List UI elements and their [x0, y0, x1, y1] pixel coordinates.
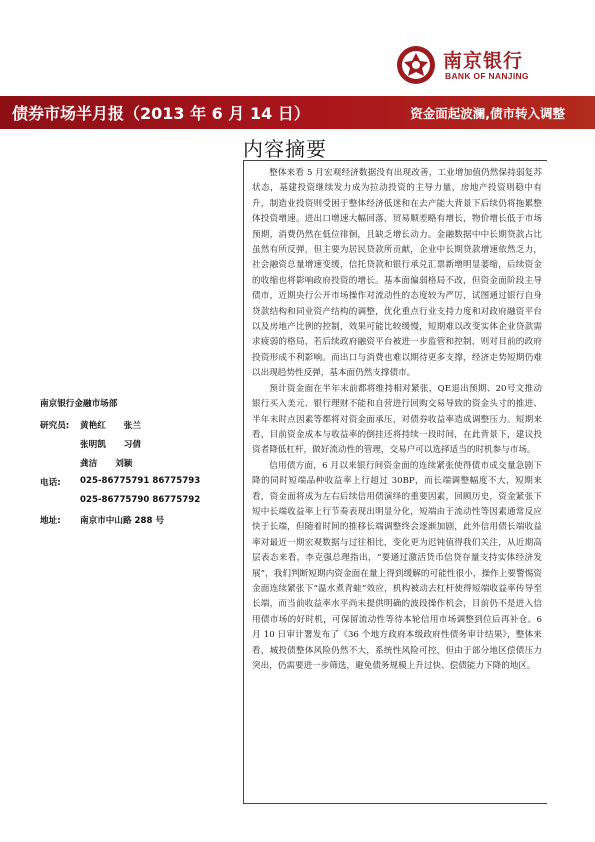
- summary-heading: 内容摘要: [243, 137, 327, 161]
- phone-numbers: 025-86775791 86775793: [80, 476, 201, 486]
- summary-paragraph-macro: 整体来看 5 月宏观经济数据没有出现改善，工业增加值仍然保持弱复苏状态，基建投资继续发力成为拉动投资的主导力量，房地产投资则稳中有升，制造业投资则受困于整体经济低迷和在去产能大背景下后续仍将拖累整体投资增速。进出口增速大幅回落，贸易顺差略有增长，物价增长低于市场预期，消费仍然在低位徘徊，且缺乏增长动力。金融数据中中长期贷款占比虽然有所反弹，但主要为居民贷款所贡献，企业中长期贷款增速依然乏力，社会融资总量增速变缓，信托贷款和银行承兑汇票新增明显萎缩，后续资金的收缩也将影响政府投资的增长。基本面偏弱格局不改，但资金面阶段主导债市，近期央行公开市场操作对流动性的态度较为严厉，试图通过银行自身贷款结构和同业资产结构的调整，优化重点行业支持力度和对政府融资平台以及房地产比例的控制，效果可能比较缓慢，短期难以改变实体企业贷款需求疲弱的格局，若后续政府融资平台被进一步监管和控制，则对目前的政府投资形成不利影响。而出口与消费也难以期待更多支撑，经济走势短期仍难以出现趋势性反弹，基本面仍然支撑债市。: [252, 168, 542, 379]
- contact-block: [40, 397, 230, 533]
- report-subtitle: 资金面起波澜,债市转入调整: [410, 106, 565, 121]
- department-name: 南京银行金融市场部: [40, 399, 118, 409]
- researcher-name: 张明凯: [80, 440, 106, 450]
- summary-paragraph-liquidity: 预计资金面在半年末前都将维持相对紧张，QE退出预期、20号文推动银行买入美元、银行理财不能和自营进行回购交易导致的资金头寸的推进、半年末时点因素等都将对资金面承压，对债券收益率造成调整压力。短期来看，目前资金成本与收益率的倒挂还将持续一段时间，在此背景下，建议投资者降低杠杆，做好流动性的管理，交易户可以选择适当的时机参与市场。: [252, 383, 542, 456]
- report-title: 债券市场半月报（2013 年 6 月 14 日）: [12, 104, 310, 123]
- researchers-row-3: [40, 457, 230, 476]
- report-banner: [0, 96, 595, 129]
- bank-emblem-icon: [395, 44, 437, 86]
- bank-name-en: BANK OF NANJING: [445, 71, 529, 81]
- summary-body: [252, 166, 542, 674]
- researcher-name: 习倩: [123, 440, 141, 450]
- bank-name-cn: 南京银行: [443, 50, 524, 72]
- researchers-label: 研究员:: [40, 421, 70, 431]
- summary-frame-bottom-rule: [243, 803, 547, 804]
- researcher-name: 刘颖: [115, 459, 133, 469]
- researchers-row-1: [40, 419, 230, 438]
- phone-row-1: [40, 476, 230, 495]
- address-label: 地址:: [40, 516, 61, 526]
- researcher-name: 张兰: [123, 421, 141, 431]
- summary-frame-left-rule: [243, 160, 244, 804]
- researcher-name: 黄艳红: [80, 421, 106, 431]
- bank-logo: [395, 44, 555, 90]
- phone-numbers: 025-86775790 86775792: [80, 495, 201, 505]
- phone-row-2: [40, 495, 230, 514]
- researchers-row-2: [40, 438, 230, 457]
- researcher-name: 龚洁: [80, 459, 98, 469]
- phone-label: 电话:: [40, 478, 61, 488]
- address-value: 南京市中山路 288 号: [80, 516, 165, 526]
- address-row: [40, 514, 230, 533]
- summary-frame-top-rule: [243, 160, 547, 161]
- summary-paragraph-credit: 信用债方面，6 月以来银行间资金面的连续紧张使得债市成交量急剧下降的同时短端品种收益率上行超过 30BP，而长端调整幅度不大，短期来看，资金面将成为左右后续信用债演绎的重要因素，回顾历史，资金紧张下短中长端收益率上行节奏表现出明显分化，短端由于流动性等因素通常反应快于长端，但随着时间的推移长端调整终会逐渐加剧，此外信用债长端收益率对最近一期宏观数据与过往相比，变化更为迟钝值得我们关注，从近期高层表态来看，李克强总理指出，“要通过激活货币信贷存量支持实体经济发展”，我们判断短期内资金面在量上得到缓解的可能性很小，操作上要警惕资金面连续紧张下“温水煮青蛙”效应，机构被动去杠杆使得短端收益率传导至长端，而当前收益率水平尚未提供明确的波段操作机会，目前仍不是进入信用债市场的好时机，可保留流动性等待本轮信用市场调整到位后再补仓。6 月 10 日审计署发布了《36 个地方政府本级政府性债务审计结果》，整体来看，城投债整体风险仍然不大，系统性风险可控，但由于部分地区偿债压力突出，仍需要进一步筛选，避免债务规模上升过快、偿债能力下降的地区。: [252, 460, 542, 671]
